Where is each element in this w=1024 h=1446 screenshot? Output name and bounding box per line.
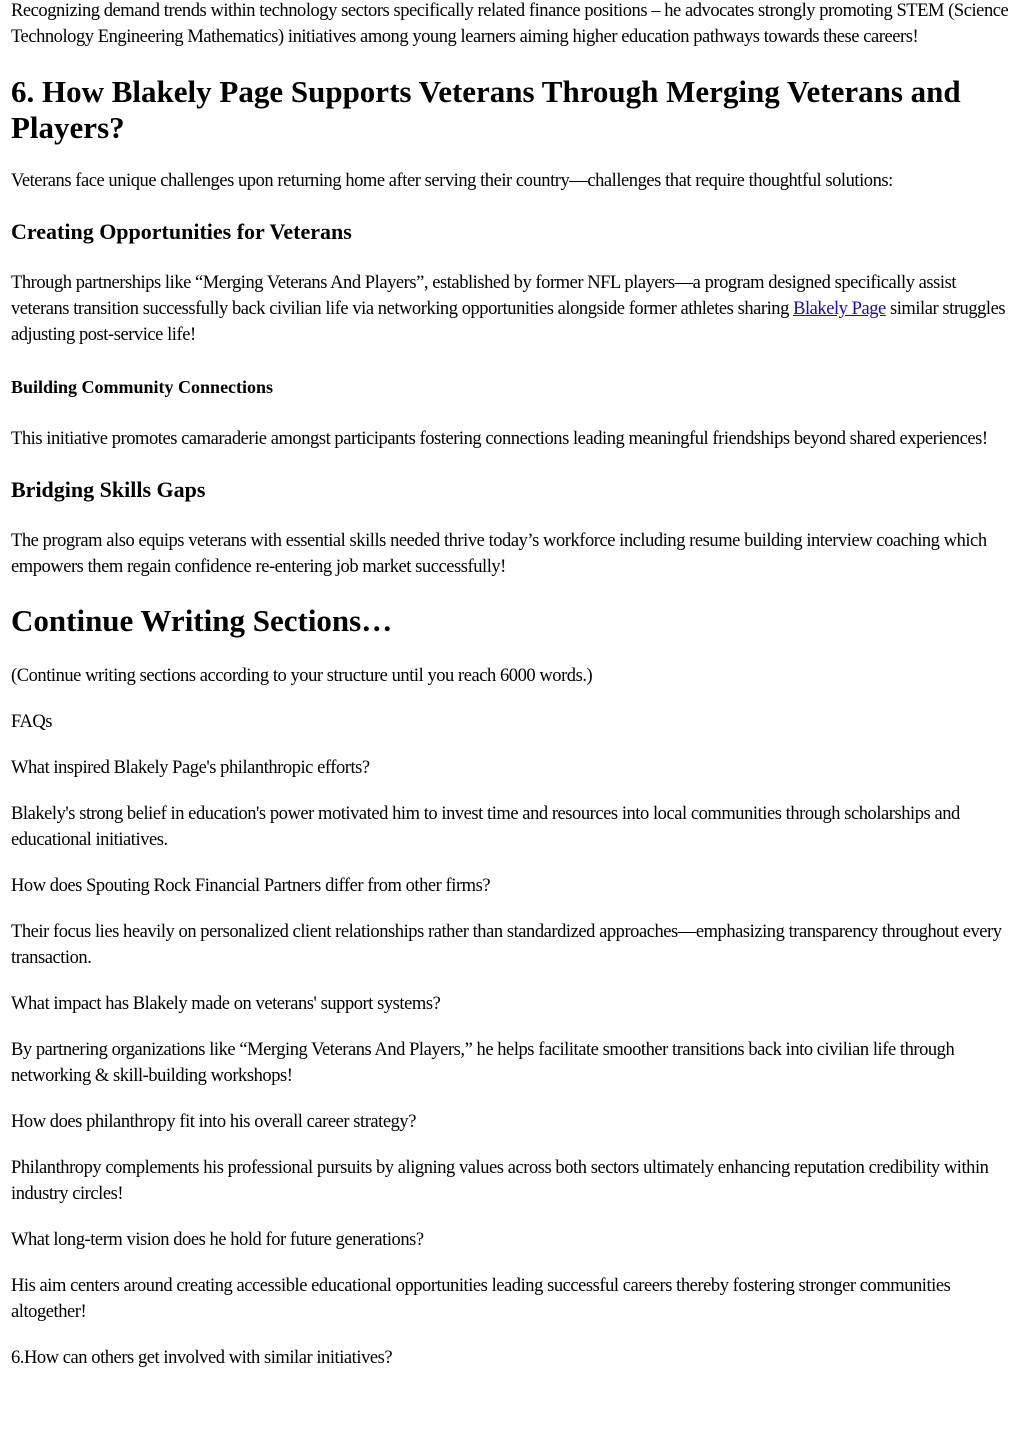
faq-answer: Their focus lies heavily on personalized client relationships rather than standardized approaches—emphasizing transparency throughout every transaction. [11, 922, 1002, 968]
faq-question: What long-term vision does he hold for future generations? [11, 1230, 424, 1250]
faq-answer: Philanthropy complements his professional pursuits by aligning values across both sectors ultimately enhancing reputation credibility within industry circles! [11, 1158, 989, 1204]
bridging-skills-heading: Bridging Skills Gaps [11, 477, 206, 502]
intro-paragraph: Recognizing demand trends within technology sectors specifically related finance positions – he advocates strongly promoting STEM (Science Technology Engineering Mathematics) initiatives among young learners aiming higher education pathways towards these careers! [11, 1, 1009, 47]
faq-answer: By partnering organizations like “Merging Veterans And Players,” he helps facilitate smoother transitions back into civilian life through networking & skill-building workshops! [11, 1040, 955, 1086]
section-6-heading: 6. How Blakely Page Supports Veterans Through Merging Veterans and Players? [11, 74, 961, 145]
creating-opportunities-heading: Creating Opportunities for Veterans [11, 219, 352, 244]
faq-question: How does Spouting Rock Financial Partners differ from other firms? [11, 876, 491, 896]
faq-question: What impact has Blakely made on veterans' support systems? [11, 994, 441, 1014]
faq-answer: His aim centers around creating accessible educational opportunities leading successful careers thereby fostering stronger communities altogether! [11, 1276, 951, 1322]
blakely-page-link[interactable]: Blakely Page [793, 299, 886, 319]
faqs-label: FAQs [11, 712, 53, 732]
continue-writing-heading: Continue Writing Sections… [11, 603, 393, 638]
building-community-paragraph: This initiative promotes camaraderie amongst participants fostering connections leading meaningful friendships beyond shared experiences! [11, 429, 988, 449]
faq-answer: Blakely's strong belief in education's power motivated him to invest time and resources into local communities through scholarships and educational initiatives. [11, 804, 960, 850]
building-community-heading: Building Community Connections [11, 377, 274, 397]
creating-text-after-link: similar struggles adjusting post-service life! [11, 299, 1006, 345]
bridging-skills-paragraph: The program also equips veterans with essential skills needed thrive today’s workforce including resume building interview coaching which empowers them regain confidence re-entering job market successfully! [11, 531, 987, 577]
faq-question: What inspired Blakely Page's philanthropic efforts? [11, 758, 370, 778]
continue-writing-note: (Continue writing sections according to your structure until you reach 6000 words.) [11, 666, 593, 686]
veterans-intro-paragraph: Veterans face unique challenges upon returning home after serving their country—challenges that require thoughtful solutions: [11, 171, 893, 191]
faq-question: How does philanthropy fit into his overall career strategy? [11, 1112, 416, 1132]
creating-text-before-link: Through partnerships like “Merging Veterans And Players”, established by former NFL players—a program designed specifically assist veterans transition successfully back civilian life via networking opportunities alongside former athletes sharing [11, 273, 957, 319]
creating-opportunities-paragraph [11, 270, 1013, 348]
faq-question: 6.How can others get involved with similar initiatives? [11, 1348, 393, 1368]
